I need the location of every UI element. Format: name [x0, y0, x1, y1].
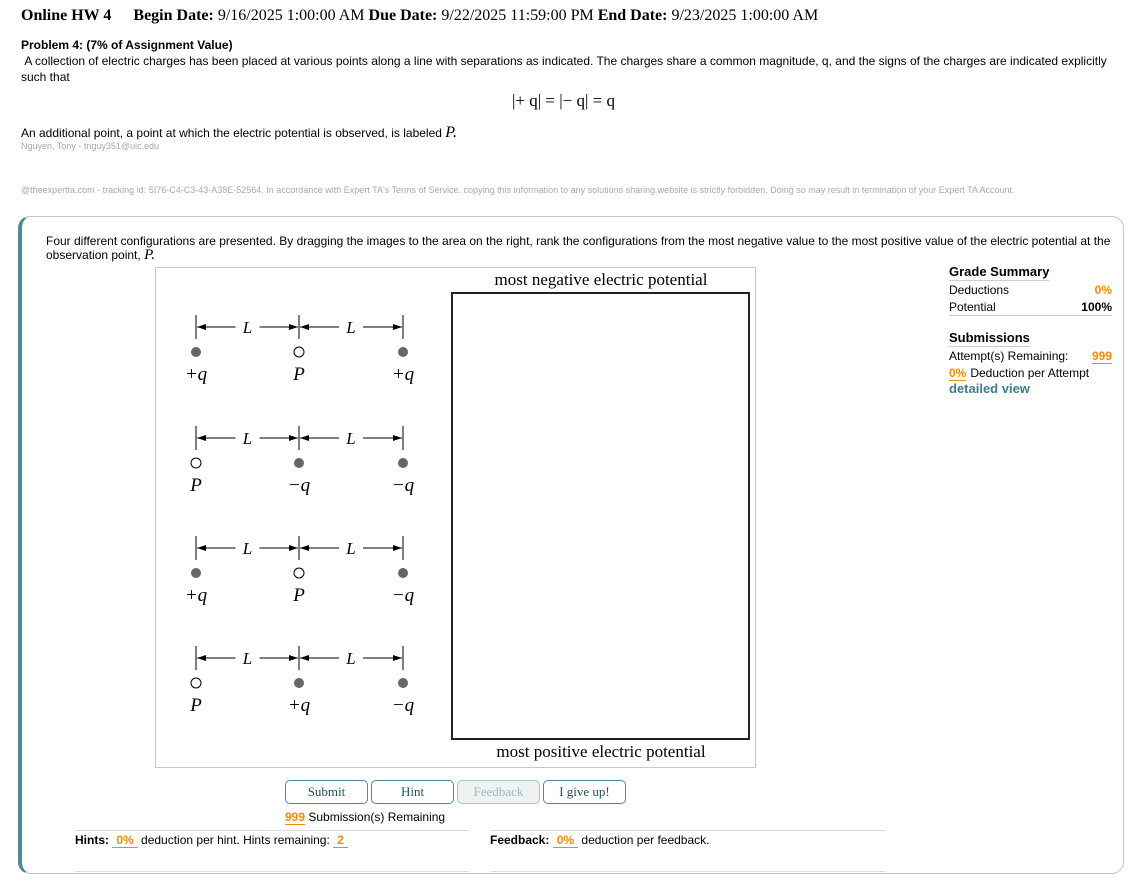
point-label: P. — [445, 124, 457, 141]
point-label: P — [293, 585, 305, 606]
charge-label: −q — [391, 695, 415, 716]
charge-dot-icon — [294, 678, 304, 688]
arrow-head-left-icon — [300, 655, 309, 661]
submissions-remaining-count: 999 — [285, 810, 306, 824]
charge-label: +q — [391, 364, 415, 385]
tracking-notice: @theexpertta.com - tracking id: 5I76-C4-C3-43-A38E-52564. In accordance with Expert TA's Terms of Service. copying this information to any solutions sharing website is strictly forbidden. Doing so may result in termination of your Expert TA Account. — [21, 185, 1015, 195]
configuration-1[interactable] — [180, 312, 420, 402]
feedback-text: deduction per feedback. — [581, 833, 710, 847]
spacing-label: L — [346, 539, 356, 558]
configuration-diagram — [180, 423, 420, 513]
most-negative-label: most negative electric potential — [494, 270, 708, 289]
spacing-label: L — [242, 539, 253, 558]
charge-equation: |+ q| = |− q| = q — [512, 91, 615, 110]
potential-value: 100% — [1081, 300, 1112, 314]
hints-info — [75, 830, 469, 872]
observation-point-icon — [191, 678, 201, 688]
hint-button[interactable]: Hint — [371, 780, 454, 804]
problem-text-body: A collection of electric charges has been placed at various points along a line with separations as indicated. The charges share a common magnitude, q, and the signs of the charges are indicated explicitly such that — [21, 54, 1107, 84]
end-date: 9/23/2025 1:00:00 AM — [671, 7, 819, 24]
charge-dot-icon — [294, 458, 304, 468]
detailed-view-link[interactable]: detailed view — [949, 381, 1030, 396]
point-label: P — [190, 475, 202, 496]
instruction-text: Four different configurations are presented. By dragging the images to the area on the right, rank the configurations from the most negative value to the most positive value of the electric potential at the observation point, — [46, 234, 1111, 262]
hints-text: deduction per hint. Hints remaining: — [141, 833, 330, 847]
problem-title: Problem 4: (7% of Assignment Value) — [21, 38, 233, 52]
arrow-head-left-icon — [197, 324, 206, 330]
observation-point-icon — [191, 458, 201, 468]
arrow-head-right-icon — [289, 545, 298, 551]
due-date: 9/22/2025 11:59:00 PM — [441, 7, 594, 24]
assignment-header — [21, 7, 818, 25]
feedback-label: Feedback: — [490, 833, 550, 847]
arrow-head-left-icon — [197, 655, 206, 661]
spacing-label: L — [242, 318, 253, 337]
submissions-remaining — [285, 810, 445, 824]
configuration-2[interactable] — [180, 423, 420, 513]
deductions-value: 0% — [1094, 283, 1112, 297]
hints-label: Hints: — [75, 833, 109, 847]
spacing-label: L — [242, 649, 253, 668]
spacing-label: L — [346, 318, 356, 337]
due-label: Due Date: — [368, 7, 438, 24]
configuration-diagram — [180, 533, 420, 623]
hints-pct: 0% — [112, 833, 137, 848]
deductions-label: Deductions — [949, 283, 1010, 297]
charge-label: +q — [184, 585, 208, 606]
arrow-head-left-icon — [300, 435, 309, 441]
spacing-label: L — [346, 649, 356, 668]
arrow-head-left-icon — [197, 545, 206, 551]
observation-point-icon — [294, 568, 304, 578]
feedback-info — [490, 830, 886, 872]
arrow-head-right-icon — [289, 655, 298, 661]
charge-label: +q — [287, 695, 311, 716]
feedback-pct: 0% — [553, 833, 578, 848]
observation-point-icon — [294, 347, 304, 357]
charge-dot-icon — [398, 458, 408, 468]
spacing-label: L — [346, 429, 356, 448]
charge-dot-icon — [191, 568, 201, 578]
submissions-title: Submissions — [949, 330, 1030, 345]
configuration-3[interactable] — [180, 533, 420, 623]
charge-label: +q — [184, 364, 208, 385]
hints-remaining: 2 — [333, 833, 348, 848]
problem-text — [21, 53, 1116, 85]
charge-dot-icon — [191, 347, 201, 357]
additional-text: An additional point, a point at which the electric potential is observed, is labeled — [21, 126, 442, 140]
arrow-head-left-icon — [300, 545, 309, 551]
arrow-head-right-icon — [289, 435, 298, 441]
action-buttons — [285, 780, 626, 804]
spacing-label: L — [242, 429, 253, 448]
additional-point-text — [21, 124, 457, 142]
begin-date: 9/16/2025 1:00:00 AM — [217, 7, 365, 24]
most-positive-label: most positive electric potential — [496, 742, 706, 761]
user-info: Nguyen, Tony - tnguy351@uic.edu — [21, 141, 160, 151]
attempts-label: Attempt(s) Remaining: — [949, 349, 1069, 363]
arrow-head-right-icon — [393, 545, 402, 551]
charge-dot-icon — [398, 678, 408, 688]
instruction-point: P. — [144, 247, 156, 263]
configuration-diagram — [180, 643, 420, 733]
charge-label: −q — [391, 475, 415, 496]
part-instruction — [46, 234, 1126, 262]
charge-label: −q — [287, 475, 311, 496]
submissions-remaining-label: Submission(s) Remaining — [308, 810, 446, 824]
ranking-drop-zone[interactable] — [451, 292, 750, 740]
arrow-head-right-icon — [393, 655, 402, 661]
grade-summary-title: Grade Summary — [949, 264, 1050, 279]
point-label: P — [190, 695, 202, 716]
deduction-pct: 0% — [949, 366, 967, 380]
configuration-4[interactable] — [180, 643, 420, 733]
begin-label: Begin Date: — [133, 7, 214, 24]
point-label: P — [293, 364, 305, 385]
configuration-diagram — [180, 312, 420, 402]
feedback-button[interactable]: Feedback — [457, 780, 540, 804]
arrow-head-left-icon — [300, 324, 309, 330]
grade-summary — [949, 264, 1112, 396]
give-up-button[interactable]: I give up! — [543, 780, 626, 804]
deduction-label: Deduction per Attempt — [970, 366, 1090, 380]
charge-dot-icon — [398, 568, 408, 578]
arrow-head-left-icon — [197, 435, 206, 441]
attempts-value: 999 — [1091, 349, 1112, 363]
arrow-head-right-icon — [393, 435, 402, 441]
arrow-head-right-icon — [289, 324, 298, 330]
charge-dot-icon — [398, 347, 408, 357]
arrow-head-right-icon — [393, 324, 402, 330]
charge-label: −q — [391, 585, 415, 606]
hw-title: Online HW 4 — [21, 7, 112, 24]
potential-label: Potential — [949, 300, 996, 314]
submit-button[interactable]: Submit — [285, 780, 368, 804]
end-label: End Date: — [597, 7, 668, 24]
